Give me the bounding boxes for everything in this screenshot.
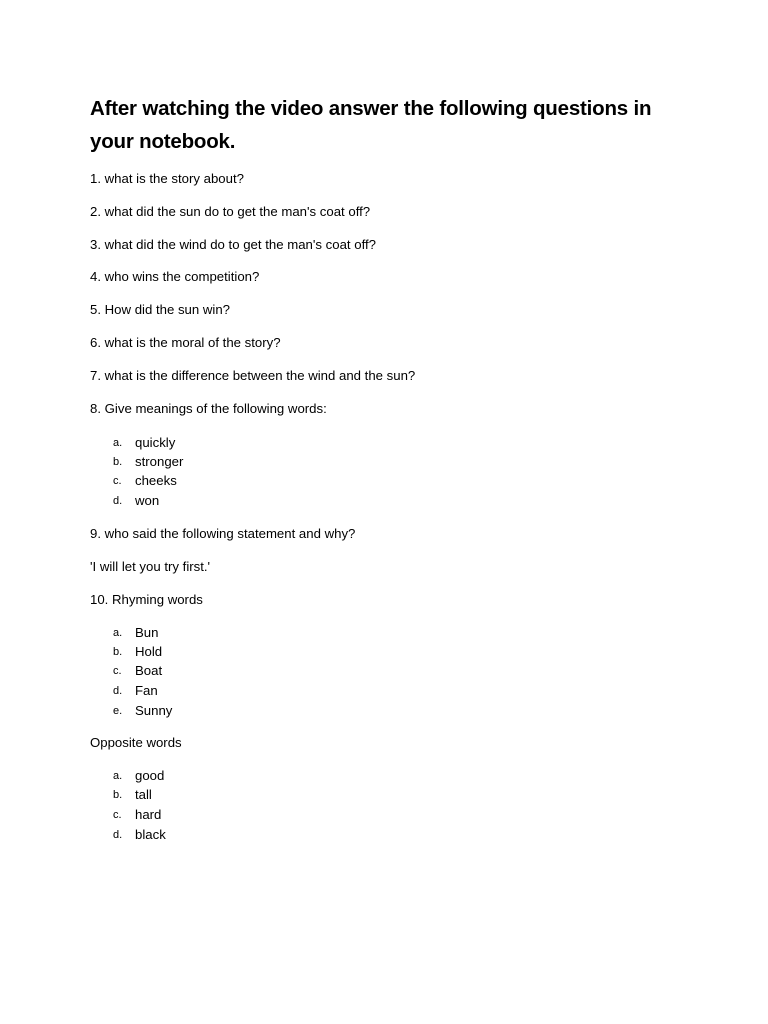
question-2: 2. what did the sun do to get the man's coat off? [90,204,371,219]
question-1: 1. what is the story about? [90,171,244,186]
list-marker: d. [113,685,123,697]
statement-quote: 'I will let you try first.' [90,559,211,574]
question-5: 5. How did the sun win? [90,302,231,317]
list-marker: a. [113,627,123,639]
question-8: 8. Give meanings of the following words: [90,401,327,416]
list-marker: c. [113,475,122,487]
list-marker: a. [113,770,123,782]
list-item-text: hard [135,807,162,822]
list-marker: b. [113,789,123,801]
list-item-text: stronger [135,454,184,469]
list-item-text: black [135,827,166,842]
list-marker: d. [113,829,123,841]
list-item-text: Boat [135,663,163,678]
list-item-text: Bun [135,625,159,640]
list-item-text: Sunny [135,703,173,718]
list-marker: d. [113,495,123,507]
list-marker: c. [113,809,122,821]
list-marker: e. [113,705,123,717]
question-6: 6. what is the moral of the story? [90,335,281,350]
list-item-text: cheeks [135,473,177,488]
list-item-text: tall [135,787,152,802]
list-item-text: quickly [135,435,176,450]
list-marker: b. [113,456,123,468]
list-marker: a. [113,437,123,449]
list-item-text: Hold [135,644,163,659]
question-3: 3. what did the wind do to get the man's coat off? [90,237,376,252]
list-item-text: won [135,493,160,508]
list-item-text: good [135,768,165,783]
list-item-text: Fan [135,683,158,698]
question-4: 4. who wins the competition? [90,269,260,284]
list-marker: c. [113,665,122,677]
question-7: 7. what is the difference between the wind and the sun? [90,368,416,383]
list-marker: b. [113,646,123,658]
question-9: 9. who said the following statement and why? [90,526,356,541]
opposite-words-heading: Opposite words [90,735,182,750]
question-10: 10. Rhyming words [90,592,203,607]
page-title: After watching the video answer the following questions in your notebook. [90,97,652,153]
